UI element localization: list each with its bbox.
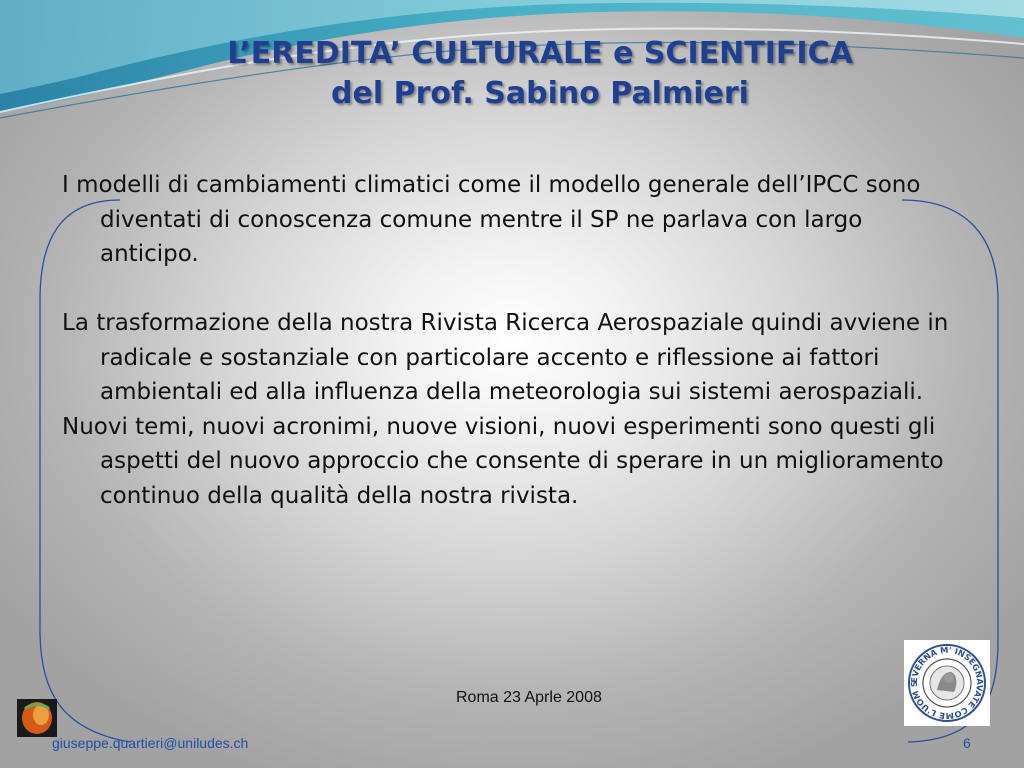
orange-globe-icon: [17, 699, 57, 737]
footer-email-link[interactable]: giuseppe.quartieri@uniludes.ch: [52, 735, 249, 751]
paragraph-2: La trasformazione della nostra Rivista Ricerca Aerospaziale quindi avviene in radicale e sostanziale con particolare accento e riflessione ai fattori ambientali ed alla influenza della meteorologia sui sistemi aerospaziali.: [62, 310, 949, 405]
paragraph-1: I modelli di cambiamenti climatici come il modello generale dell’IPCC sono diventati di conoscenza comune mentre il SP ne parlava con largo anticipo.: [62, 172, 921, 267]
title-line-1: L’EREDITA’ CULTURALE e SCIENTIFICA: [227, 36, 853, 71]
paragraph-spacer: [62, 272, 962, 307]
slide-title: [60, 34, 1020, 114]
title-line-2: del Prof. Sabino Palmieri: [331, 76, 749, 111]
svg-text:EVERNA M' INSEGNAVATE COME L'U: EVERNA M' INSEGNAVATE COME L'UOM S: [908, 644, 986, 722]
left-logo: [17, 699, 57, 737]
university-seal: [904, 640, 990, 726]
page-number: 6: [963, 735, 971, 751]
footer-date: Roma 23 Aprle 2008: [456, 689, 602, 706]
paragraph-3: Nuovi temi, nuovi acronimi, nuove visioni, nuovi esperimenti sono questi gli aspetti del nuovo approccio che consente di sperare in un miglioramento continuo della qualità della nostra rivista.: [62, 413, 944, 509]
seal-icon: [904, 640, 990, 726]
slide-body: [62, 168, 962, 513]
